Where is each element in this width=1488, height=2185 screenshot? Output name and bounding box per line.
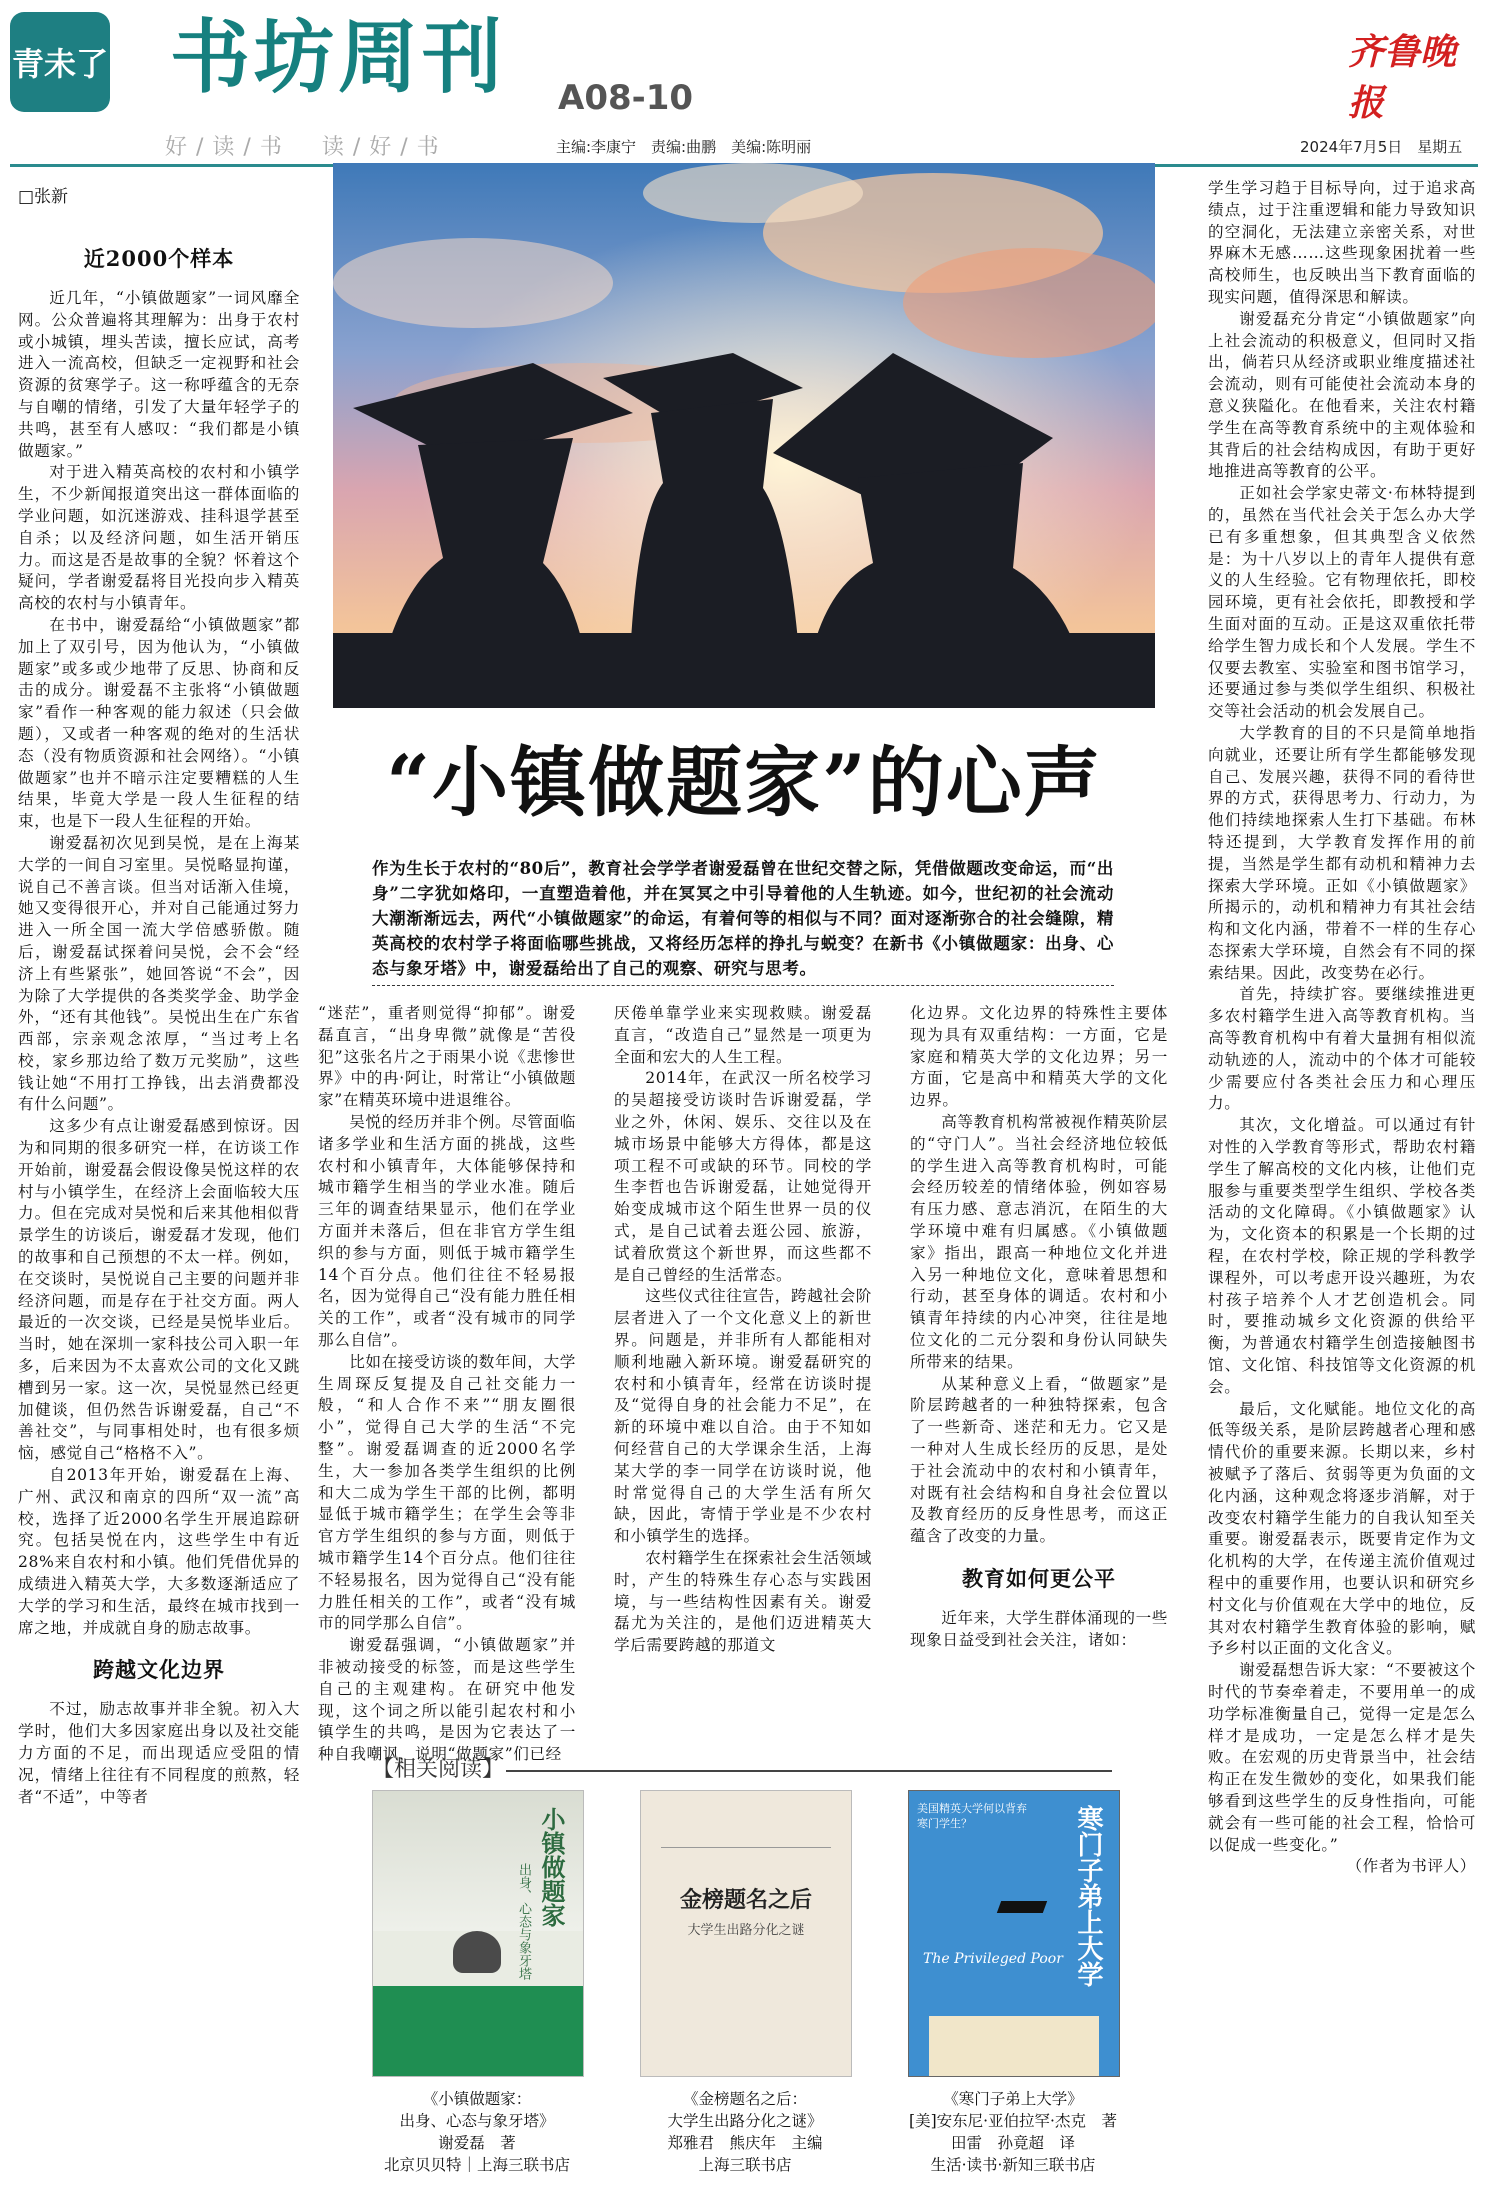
paragraph: 在书中，谢爱磊给“小镇做题家”都加上了双引号，因为他认为，“小镇做题家”或多或少地带了反思、协商和反击的成分。谢爱磊不主张将“小镇做题家”看作一种客观的能力叙述（只会做题），又或者一种客观的绝对的生活状态（没有物质资源和社会网络）。“小镇做题家”也并不暗示注定要糟糕的人生结果，毕竟大学是一段人生征程的结束，也是下一段人生征程的开始。	[18, 615, 300, 831]
paragraph: 不过，励志故事并非全貌。初入大学时，他们大多因家庭出身以及社交能力方面的不足，而出现适应受阻的情况，情绪上往往有不同程度的煎熬，轻者“不适”，中等者	[18, 1700, 300, 1806]
paragraph: 吴悦的经历并非个例。尽管面临诸多学业和生活方面的挑战，这些农村和小镇青年，大体能够保持和城市籍学生相当的学业水准。随后三年的调查结果显示，他们在学业方面并未落后，但在非官方学生组织的参与方面，则低于城市籍学生14个百分点。他们往往不轻易报名，因为觉得自己“没有能力胜任相关的工作”，或者“没有城市的同学那么自信”。	[318, 1112, 576, 1349]
headline: “小镇做题家”的心声	[386, 738, 1102, 827]
column-4	[910, 1003, 1168, 1652]
paragraph: 近几年，“小镇做题家”一词风靡全网。公众普遍将其理解为：出身于农村或小城镇，埋头苦读，擅长应试，高考进入一流高校，但缺乏一定视野和社会资源的贫寒学子。这一称呼蕴含的无奈与自嘲的情绪，引发了大量年轻学子的共鸣，甚至有人感叹：“我们都是小镇做题家。”	[18, 289, 300, 460]
book-caption-1: 《小镇做题家： 出身、心态与象牙塔》 谢爱磊 著 北京贝贝特｜上海三联书店	[383, 2090, 570, 2174]
paragraph: 对于进入精英高校的农村和小镇学生，不少新闻报道突出这一群体面临的学业问题，如沉迷游戏、挂科退学甚至自杀；以及经济问题，如生活开销压力。而这是否是故事的全貌？怀着这个疑问，学者谢爱磊将目光投向步入精英高校的农村与小镇青年。	[18, 463, 300, 613]
paragraph: 农村籍学生在探索社会生活领域时，产生的特殊生存心态与实践困境，与一些结构性因素有关。谢爱磊尤为关注的，是他们迈进精英大学后需要跨越的那道文	[614, 1548, 872, 1655]
lead-paragraph: 作为生长于农村的“80后”，教育社会学学者谢爱磊曾在世纪交替之际，凭借做题改变命运，而“出身”二字犹如烙印，一直塑造着他，并在冥冥之中引导着他的人生轨迹。如今，世纪初的社会流动大潮渐渐远去，两代“小镇做题家”的命运，有着何等的相似与不同？面对逐渐弥合的社会缝隙，精英高校的农村学子将面临哪些挑战，又将经历怎样的挣扎与蜕变？在新书《小镇做题家：出身、心态与象牙塔》中，谢爱磊给出了自己的观察、研究与思考。	[372, 859, 1114, 978]
subheading-samples: 近2000个样本	[83, 246, 235, 271]
paragraph: 比如在接受访谈的数年间，大学生周琛反复提及自己社交能力一般，“和人合作不来”“朋友圈很小”，觉得自己大学的生活“不完整”。谢爱磊调查的近2000名学生，大一参加各类学生组织的比例和大二成为学生干部的比例，都明显低于城市籍学生；在学生会等非官方学生组织的参与方面，则低于城市籍学生14个百分点。他们往往不轻易报名，因为觉得自己“没有能力胜任相关的工作”，或者“没有城市的同学那么自信”。	[318, 1352, 576, 1633]
paragraph: 正如社会学家史蒂文·布林特提到的，虽然在当代社会关于怎么办大学已有多重想象，但其典型含义依然是：为十八岁以上的青年人提供有意义的人生经验。它有物理依托，即校园环境，更有社会依托，即教授和学生面对面的互动。正是这双重依托带给学生智力成长和个人发展。学生不仅要去教室、实验室和图书馆学习，还要通过参与类似学生组织、积极社交等社会活动的机会发展自己。	[1208, 484, 1476, 721]
subheading-education-fairness: 教育如何更公平	[962, 1565, 1116, 1591]
paragraph: 最后，文化赋能。地位文化的高低等级关系，是阶层跨越者心理和感情代价的重要来源。长期以来，乡村被赋予了落后、贫弱等更为负面的文化内涵，这种观念将逐步消解，对于改变农村籍学生能力的自我认知至关重要。谢爱磊表示，既要肯定作为文化机构的大学，在传递主流价值观过程中的重要作用，也要认识和研究乡村文化与价值观在大学中的地位，反其对农村籍学生教育体验的影响，赋予乡村以正面的文化含义。	[1208, 1399, 1476, 1658]
paragraph: 自2013年开始，谢爱磊在上海、广州、武汉和南京的四所“双一流”高校，选择了近2000名学生开展追踪研究。包括吴悦在内，这些学生中有近28%来自农村和小镇。他们凭借优异的成绩进入精英大学，大多数逐渐适应了大学的学习和生活，最终在城市找到一席之地，并成就自身的励志故事。	[18, 1466, 300, 1637]
related-reading-rule	[506, 1770, 1112, 1772]
paragraph: 谢爱磊强调，“小镇做题家”并非被动接受的标签，而是这些学生自己的主观建构。在研究中他发现，这个词之所以能引起农村和小镇学生的共鸣，是因为它表达了一种自我嘲讽，说明“做题家”们已经	[318, 1636, 576, 1764]
paragraph: 2014年，在武汉一所名校学习的吴超接受访谈时告诉谢爱磊，学业之外，休闲、娱乐、交往以及在城市场景中能够大方得体，都是这项工程不可或缺的环节。同校的学生李哲也告诉谢爱磊，让她觉得开始变成城市这个陌生世界一员的仪式，是自己试着去逛公园、旅游，试着欣赏这个新世界，而这些都不是自己曾经的生活常态。	[614, 1069, 872, 1284]
book-subtitle: 大学生出路分化之谜	[687, 1923, 805, 1938]
subheading-cultural-boundary: 跨越文化边界	[93, 1657, 225, 1683]
book-subtitle: 出身、心态与象牙塔	[516, 1863, 531, 1980]
author-byline: □张新	[18, 187, 69, 207]
paragraph: 从某种意义上看，“做题家”是阶层跨越者的一种独特探索，包含了一些新奇、迷茫和无力。它又是一种对人生成长经历的反思，是处于社会流动中的农村和小镇青年，对既有社会结构和自身社会位置以及教育经历的反身性思考，而这正蕴含了改变的力量。	[910, 1374, 1168, 1546]
book-caption-2: 《金榜题名之后： 大学生出路分化之谜》 郑雅君 熊庆年 主编 上海三联书店	[667, 2090, 823, 2174]
related-reading-label: 【相关阅读】	[372, 1757, 505, 1782]
paragraph: “迷茫”，重者则觉得“抑郁”。谢爱磊直言，“出身卑微”就像是“苦役犯”这张名片之于雨果小说《悲惨世界》中的冉·阿让，时常让“小镇做题家”在精英环境中进退维谷。	[318, 1004, 576, 1110]
book-title: 小镇做题家	[537, 1807, 566, 1927]
newspaper-name: 齐鲁晚报	[1348, 31, 1457, 124]
slogan: 好/读/书 读/好/书	[165, 135, 448, 160]
paragraph: 谢爱磊想告诉大家：“不要被这个时代的节奏牵着走，不要用单一的成功学标准衡量自己，觉得一定是怎么样才是成功，一定是怎么样才是失败。在宏观的历史背景当中，社会结构正在发生微妙的变化，如果我们能够看到这些学生的反身性指向，可能就会有一些可能的社会工程，恰恰可以促成一些变化。”	[1208, 1661, 1476, 1854]
masthead-title: 书坊周刊	[170, 11, 506, 104]
paragraph: 厌倦单靠学业来实现救赎。谢爱磊直言，“改造自己”显然是一项更为全面和宏大的人生工程。	[614, 1004, 872, 1066]
column-3	[614, 1003, 872, 1657]
graduation-caps-photo	[333, 163, 1155, 708]
paragraph: 化边界。文化边界的特殊性主要体现为具有双重结构：一方面，它是家庭和精英大学的文化边界；另一方面，它是高中和精英大学的文化边界。	[910, 1004, 1168, 1110]
book-cover-xiaozhen	[372, 1790, 584, 2077]
column-1	[18, 236, 300, 1808]
issue-date: 2024年7月5日 星期五	[1300, 138, 1463, 156]
author-note: （作者为书评人）	[1346, 1857, 1476, 1876]
paragraph: 大学教育的目的不只是简单地指向就业，还要让所有学生都能够发现自己、发展兴趣，获得不同的看待世界的方式，获得思考力、行动力，为他们持续地探索人生打下基础。布林特还提到，大学教育发挥作用的前提，当然是学生都有动机和精神力去探索大学环境。正如《小镇做题家》所揭示的，动机和精神力有其社会结构和文化内涵，带着不一样的生存心态探索大学环境，自然会有不同的探索结果。因此，改变势在必行。	[1208, 723, 1476, 982]
book-title: 金榜题名之后	[679, 1887, 812, 1913]
paragraph: 谢爱磊初次见到吴悦，是在上海某大学的一间自习室里。吴悦略显拘谨，说自己不善言谈。但当对话渐入佳境，她又变得很开心，并对自己能通过努力进入一所全国一流大学倍感骄傲。随后，谢爱磊试探着问吴悦，会不会“经济上有些紧张”，她回答说“不会”，因为除了大学提供的各类奖学金、助学金外，“还有其他钱”。吴悦出生在广东省西部，宗亲观念浓厚，“当过考上名校，家乡那边给了数万元奖励”，这些钱让她“不用打工挣钱，出去消费都没有什么问题”。	[18, 833, 300, 1114]
book-english-title: The Privileged Poor	[923, 1951, 1063, 1967]
book-tagline: 美国精英大学何以背弃寒门学生？	[917, 1802, 1027, 1830]
paragraph: 学生学习趋于目标导向，过于追求高绩点，过于注重逻辑和能力导致知识的空洞化，无法建立亲密关系，对世界麻木无感……这些现象困扰着一些高校师生，也反映出当下教育面临的现实问题，值得深思和解读。	[1208, 179, 1476, 306]
qingweiliao-logo: 青未了	[10, 12, 110, 112]
book-cover-jinbang	[640, 1790, 852, 2077]
book-title: 寒门子弟上大学	[1073, 1805, 1103, 1987]
lead-divider	[372, 985, 1114, 986]
column-5	[1208, 178, 1476, 1878]
paragraph: 其次，文化增益。可以通过有针对性的入学教育等形式，帮助农村籍学生了解高校的文化内核，让他们克服参与重要类型学生组织、学校各类活动的文化障碍。《小镇做题家》认为，文化资本的积累是一个长期的过程，在农村学校，除正规的学科教学课程外，可以考虑开设兴趣班，为农村孩子培养个人才艺创造机会。同时，要推动城乡文化资源的供给平衡，为普通农村籍学生创造接触图书馆、文化馆、科技馆等文化资源的机会。	[1208, 1116, 1476, 1396]
page-number: A08-10	[558, 78, 694, 118]
book-caption-3: 《寒门子弟上大学》 [美]安东尼·亚伯拉罕·杰克 著 田雷 孙竟超 译 生活·读书·新知三联书店	[909, 2090, 1117, 2174]
editors-credit: 主编:李康宁 责编:曲鹏 美编:陈明丽	[556, 138, 812, 156]
paragraph: 这些仪式往往宣告，跨越社会阶层者进入了一个文化意义上的新世界。问题是，并非所有人都能相对顺利地融入新环境。谢爱磊研究的农村和小镇青年，经常在访谈时提及“觉得自身的社会能力不足”，在新的环境中难以自洽。由于不知如何经营自己的大学课余生活，上海某大学的李一同学在访谈时说，他时常觉得自己的大学生活有所欠缺，因此，寄情于学业是不少农村和小镇学生的选择。	[614, 1287, 872, 1546]
paragraph: 近年来，大学生群体涌现的一些现象日益受到社会关注，诸如：	[910, 1608, 1168, 1649]
column-2	[318, 1003, 576, 1766]
paragraph: 这多少有点让谢爱磊感到惊讶。因为和同期的很多研究一样，在访谈工作开始前，谢爱磊会假设像吴悦这样的农村与小镇学生，在经济上会面临较大压力。但在完成对吴悦和后来其他相似背景学生的访谈后，谢爱磊才发现，他们的故事和自己预想的不太一样。例如，在交谈时，吴悦说自己主要的问题并非经济问题，而是存在于社交方面。两人最近的一次交谈，已经是吴悦毕业后。当时，她在深圳一家科技公司入职一年多，后来因为不太喜欢公司的文化又跳槽到另一家。这一次，吴悦显然已经更加健谈，但仍然告诉谢爱磊，自己“不善社交”，与同事相处时，也有很多烦恼，感觉自己“格格不入”。	[18, 1117, 300, 1463]
paragraph: 首先，持续扩容。要继续推进更多农村籍学生进入高等教育机构。当高等教育机构中有着大量拥有相似流动轨迹的人，流动中的个体才可能较少需要应付各类社会压力和心理压力。	[1208, 985, 1476, 1113]
book-cover-hanmen	[908, 1790, 1120, 2077]
paragraph: 谢爱磊充分肯定“小镇做题家”向上社会流动的积极意义，但同时又指出，倘若只从经济或职业维度描述社会流动，则有可能使社会流动本身的意义狭隘化。在他看来，关注农村籍学生在高等教育系统中的主观体验和其背后的社会结构成因，有助于更好地推进高等教育的公平。	[1208, 309, 1476, 481]
paragraph: 高等教育机构常被视作精英阶层的“守门人”。当社会经济地位较低的学生进入高等教育机构时，可能会经历较差的情绪体验，例如容易有压力感、意志消沉，在陌生的大学环境中难有归属感。《小镇做题家》指出，跟高一种地位文化并进入另一种地位文化，意味着思想和行动，甚至身体的调适。农村和小镇青年持续的内心冲突，往往是地位文化的二元分裂和身份认同缺失所带来的结果。	[910, 1112, 1168, 1371]
